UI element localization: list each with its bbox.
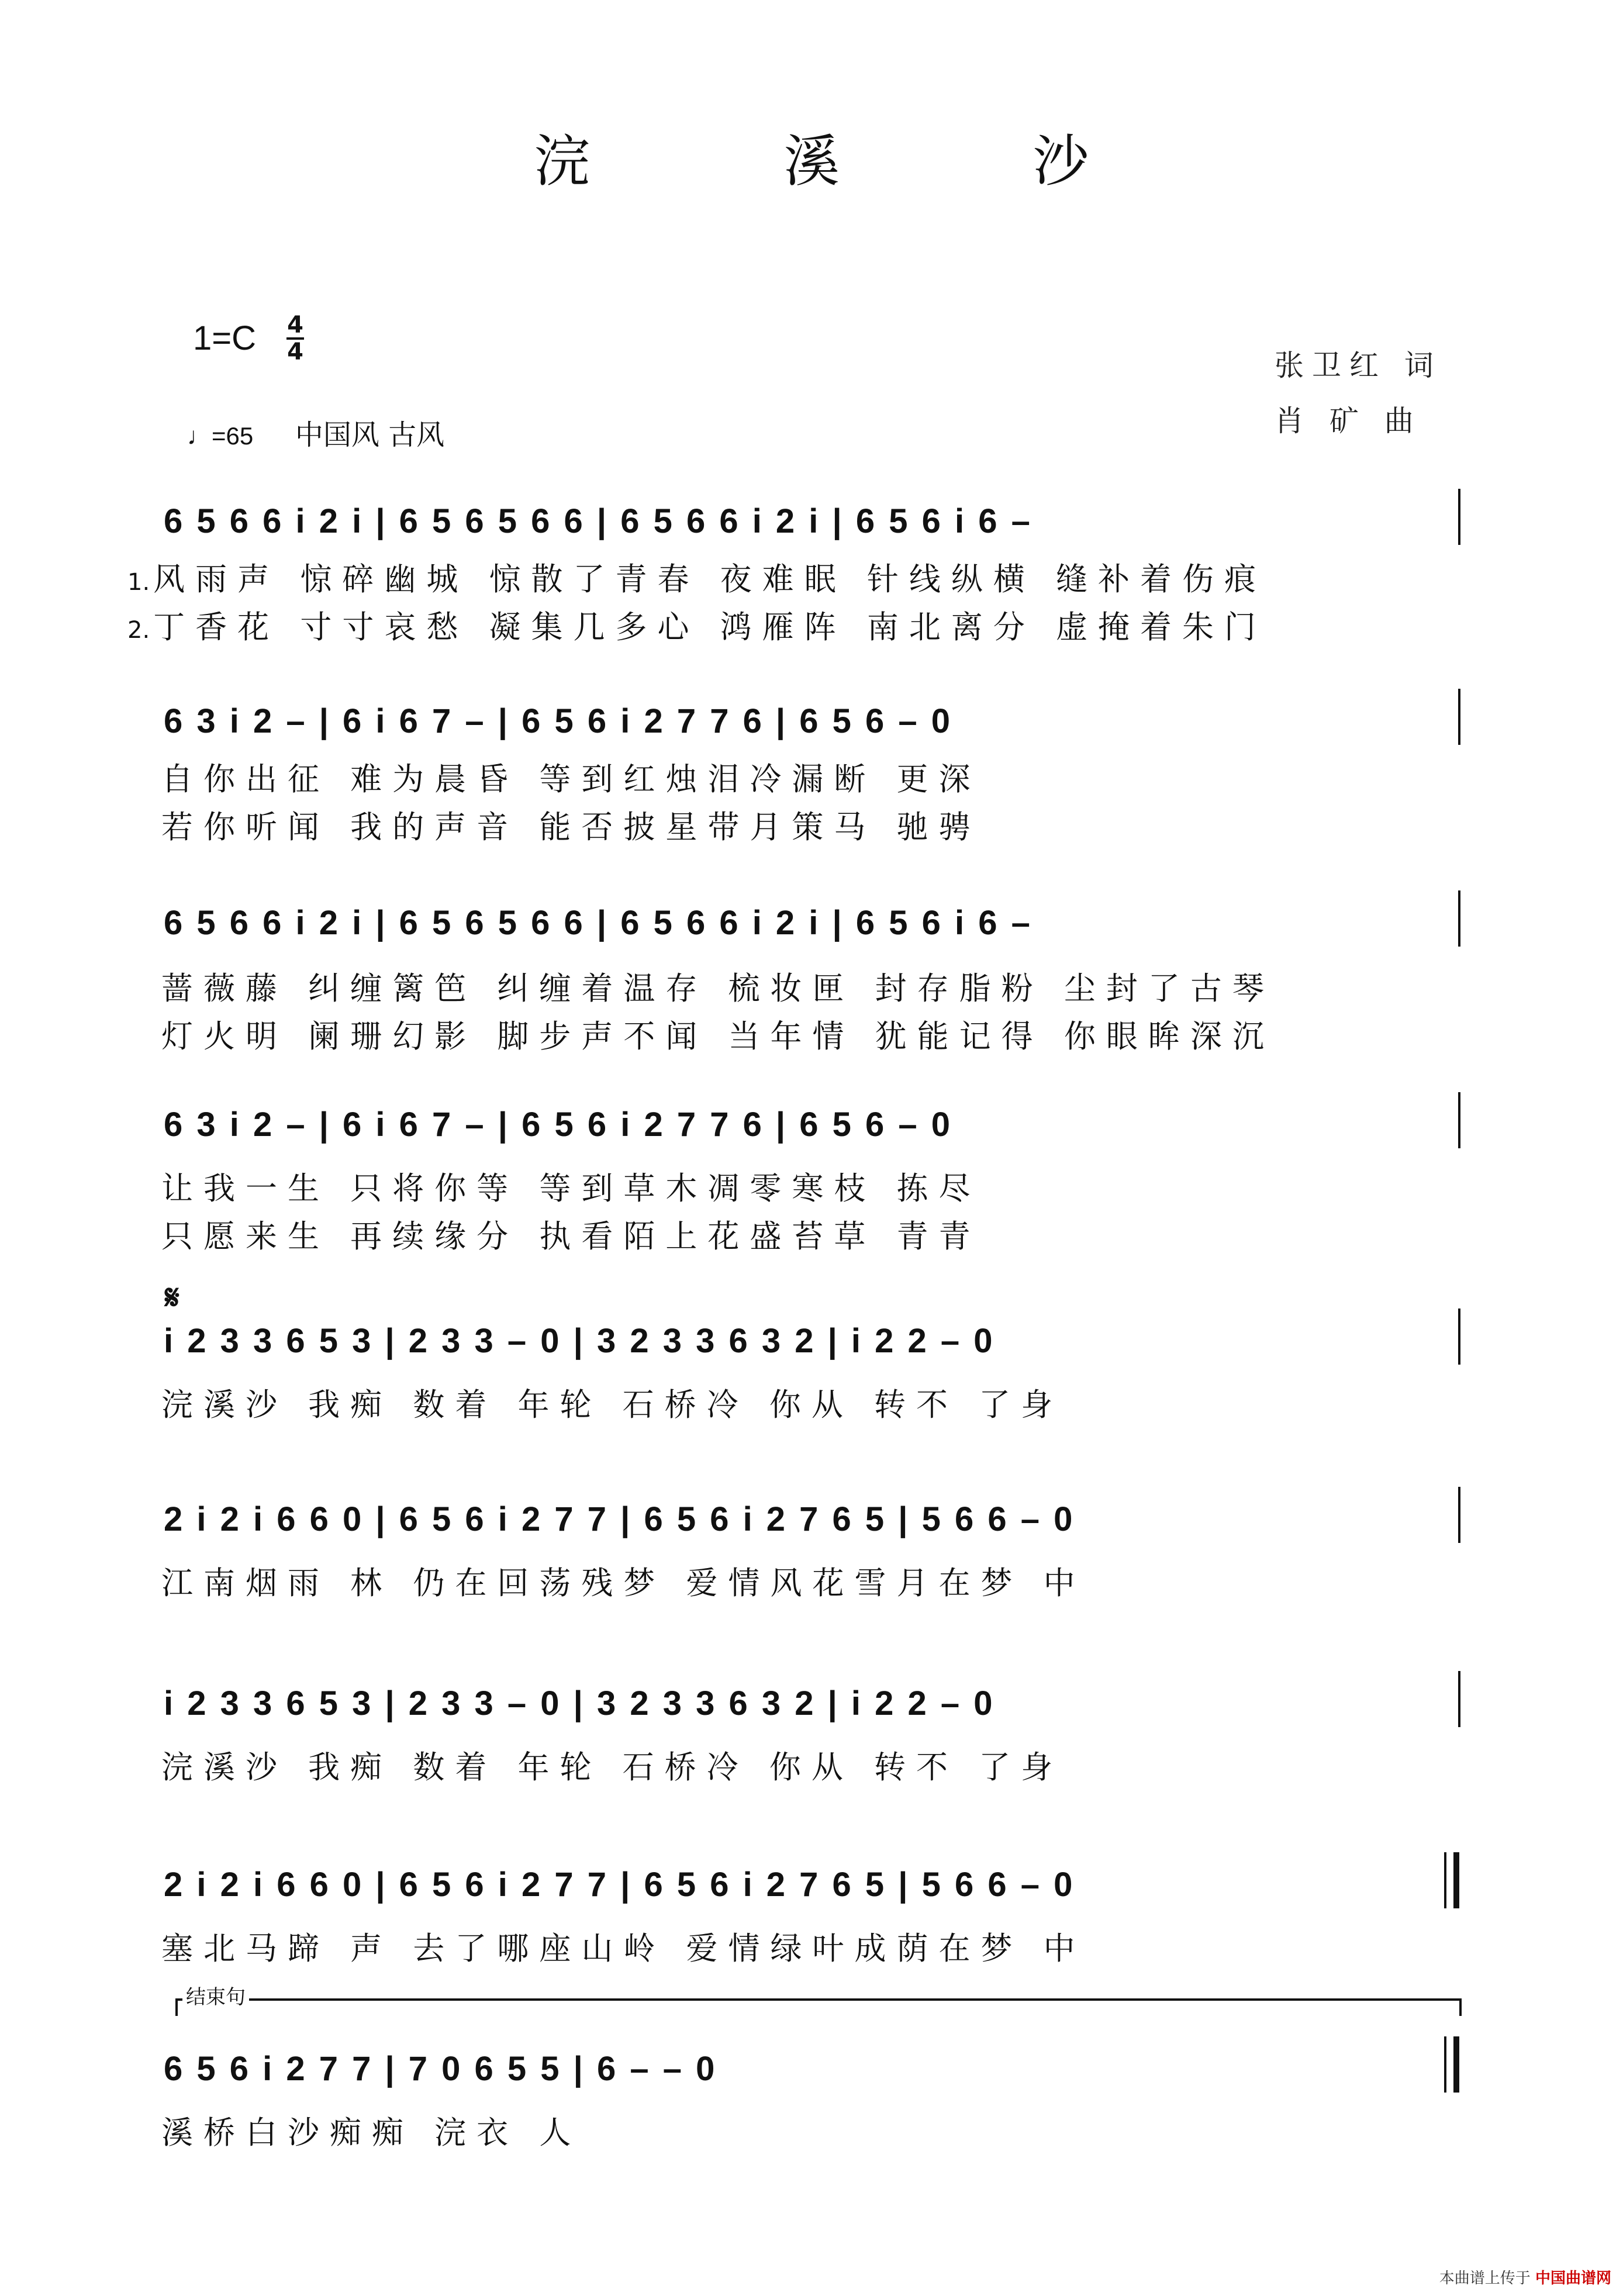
system-2-notes: 6 3 i 2 – | 6 i 6 7 – | 6 5 6 i 2 7 7 6 | 6 5 6 – 0 xyxy=(164,702,953,740)
system-5-notes: i 2 3 3 6 5 3 | 2 3 3 – 0 | 3 2 3 3 6 3 2 | i 2 2 – 0 xyxy=(164,1322,995,1360)
composer-credit: 肖 矿 曲 xyxy=(1275,404,1422,438)
verse-number: 1. xyxy=(127,569,150,596)
system-6-notes: 2 i 2 i 6 6 0 | 6 5 6 i 2 7 7 | 6 5 6 i 2 7 6 5 | 5 6 6 – 0 xyxy=(164,1500,1075,1538)
double-barline-thick xyxy=(1453,1852,1459,1908)
tempo-mark: ♩=65 xyxy=(187,422,254,450)
system-3-lyric-1: 蔷薇藤 纠缠篱笆 纠缠着温存 梳妆匣 封存脂粉 尘封了古琴 xyxy=(161,970,1275,1007)
segno-sign: 𝄋 xyxy=(165,1278,179,1317)
system-2-lyric-1: 自你出征 难为晨昏 等到红烛泪冷漏断 更深 xyxy=(161,761,981,797)
system-3-lyric-2: 灯火明 阑珊幻影 脚步声不闻 当年情 犹能记得 你眼眸深沉 xyxy=(161,1018,1275,1055)
verse-number: 2. xyxy=(127,617,150,644)
coda-bracket-left xyxy=(175,1998,178,2016)
footer-text: 本曲谱上传于 xyxy=(1439,2270,1531,2287)
score-title: 浣 溪 沙 xyxy=(534,129,1177,194)
key-signature: 1=C xyxy=(193,319,257,357)
system-7-notes: i 2 3 3 6 5 3 | 2 3 3 – 0 | 3 2 3 3 6 3 2 | i 2 2 – 0 xyxy=(164,1684,995,1722)
time-signature-bottom: 4 xyxy=(287,339,303,365)
coda-label: 结束句 xyxy=(182,1981,249,2010)
coda-bracket-right xyxy=(1459,1998,1462,2016)
footer-watermark xyxy=(1439,2266,1611,2288)
system-4-lyric-1: 让我一生 只将你等 等到草木凋零寒枝 拣尽 xyxy=(161,1170,981,1207)
barline xyxy=(1458,890,1460,947)
lyricist-credit: 张卫红 词 xyxy=(1275,348,1442,382)
barline xyxy=(1458,1671,1460,1727)
system-8-lyric-1: 塞北马蹄 声 去了哪座山岭 爱情绿叶成荫在梦 中 xyxy=(161,1930,1086,1967)
system-1-lyric-1 xyxy=(127,554,1266,599)
style-label: 中国风 古风 xyxy=(295,419,445,451)
system-9-lyric-1: 溪桥白沙痴痴 浣衣 人 xyxy=(161,2114,582,2151)
time-signature xyxy=(286,313,304,364)
barline xyxy=(1458,489,1460,545)
lyric-text: 丁香花 寸寸哀愁 凝集几多心 鸿雁阵 南北离分 虚掩着朱门 xyxy=(153,609,1266,645)
system-1-lyric-2 xyxy=(127,602,1266,647)
system-9-notes: 6 5 6 i 2 7 7 | 7 0 6 5 5 | 6 – – 0 xyxy=(164,2050,717,2088)
barline xyxy=(1458,1487,1460,1543)
system-1-notes: 6 5 6 6 i 2 i | 6 5 6 5 6 6 | 6 5 6 6 i 2 i | 6 5 6 i 6 – xyxy=(164,502,1032,540)
barline xyxy=(1458,1308,1460,1365)
final-barline-thick xyxy=(1453,2036,1459,2093)
system-5-lyric-1: 浣溪沙 我痴 数着 年轮 石桥冷 你从 转不 了身 xyxy=(161,1386,1063,1423)
final-barline-thin xyxy=(1444,2036,1446,2093)
system-4-lyric-2: 只愿来生 再续缘分 执看陌上花盛苔草 青青 xyxy=(161,1218,981,1255)
footer-brand: 中国曲谱网 xyxy=(1535,2270,1611,2287)
barline xyxy=(1458,1092,1460,1148)
double-barline-thin xyxy=(1444,1852,1446,1908)
system-8-notes: 2 i 2 i 6 6 0 | 6 5 6 i 2 7 7 | 6 5 6 i 2 7 6 5 | 5 6 6 – 0 xyxy=(164,1866,1075,1904)
barline xyxy=(1458,689,1460,745)
lyric-text: 风雨声 惊碎幽城 惊散了青春 夜难眠 针线纵横 缝补着伤痕 xyxy=(153,561,1266,598)
system-4-notes: 6 3 i 2 – | 6 i 6 7 – | 6 5 6 i 2 7 7 6 | 6 5 6 – 0 xyxy=(164,1106,953,1144)
tempo-style xyxy=(187,412,444,453)
coda-bracket-top xyxy=(175,1998,1462,2001)
time-signature-top: 4 xyxy=(287,312,303,339)
system-6-lyric-1: 江南烟雨 林 仍在回荡残梦 爱情风花雪月在梦 中 xyxy=(161,1565,1086,1601)
system-7-lyric-1: 浣溪沙 我痴 数着 年轮 石桥冷 你从 转不 了身 xyxy=(161,1749,1063,1786)
system-3-notes: 6 5 6 6 i 2 i | 6 5 6 5 6 6 | 6 5 6 6 i 2 i | 6 5 6 i 6 – xyxy=(164,904,1032,942)
system-2-lyric-2: 若你听闻 我的声音 能否披星带月策马 驰骋 xyxy=(161,809,981,845)
